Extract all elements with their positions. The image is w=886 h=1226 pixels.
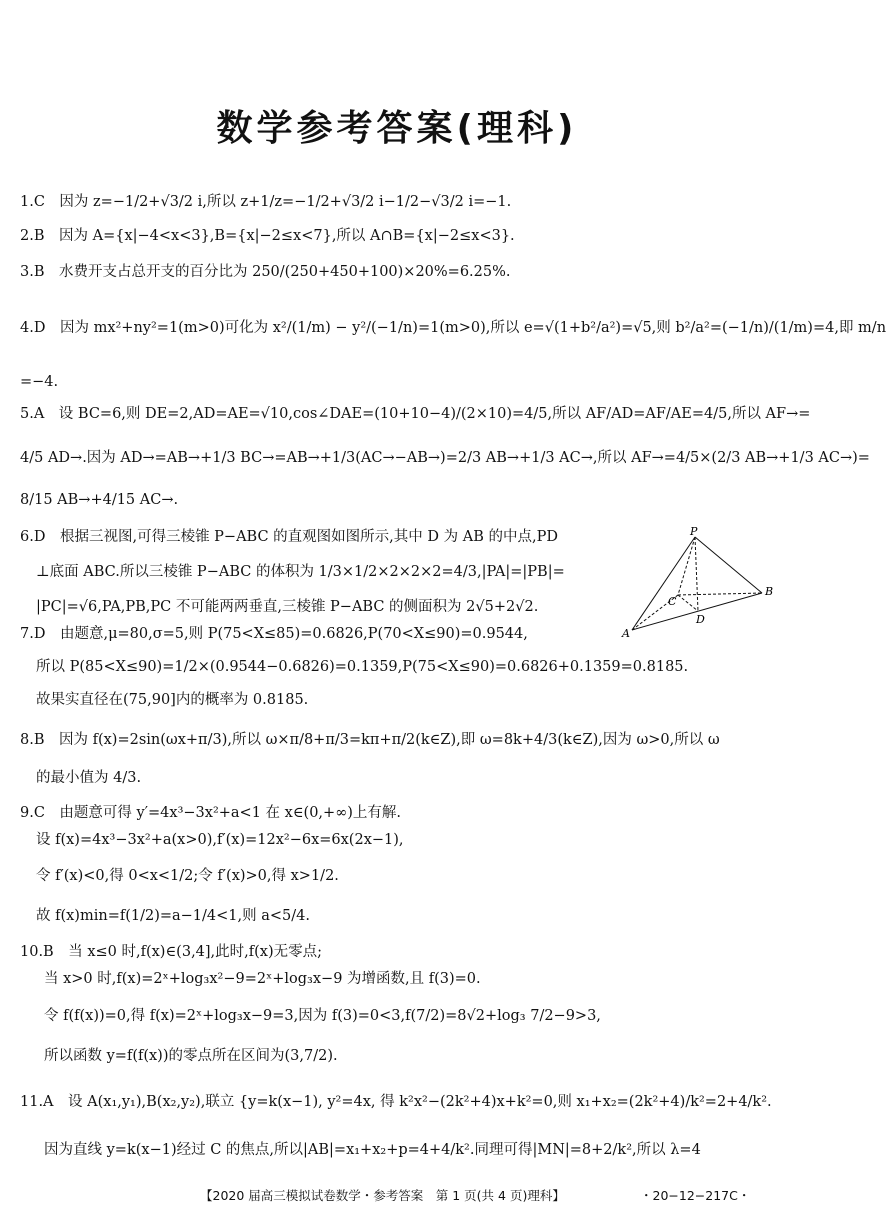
answer-line: =−4. — [20, 374, 59, 390]
answer-line: |PC|=√6,PA,PB,PC 不可能两两垂直,三棱锥 P−ABC 的侧面积为 2√5+2√2. — [36, 599, 539, 615]
answer-line: 设 f(x)=4x³−3x²+a(x>0),f′(x)=12x²−6x=6x(2x−1), — [36, 832, 404, 848]
pyramid-figure — [620, 525, 780, 640]
answer-line: 9.C 由题意可得 y′=4x³−3x²+a<1 在 x∈(0,+∞)上有解. — [20, 805, 402, 821]
answer-line: 5.A 设 BC=6,则 DE=2,AD=AE=√10,cos∠DAE=(10+10−4)/(2×10)=4/5,所以 AF/AD=AF/AE=4/5,所以 AF→= — [20, 406, 811, 422]
answer-line: 7.D 由题意,μ=80,σ=5,则 P(75<X≤85)=0.6826,P(70<X≤90)=0.9544, — [20, 626, 528, 642]
label-b: B — [765, 585, 774, 598]
answer-line: 因为直线 y=k(x−1)经过 C 的焦点,所以|AB|=x₁+x₂+p=4+4/k².同理可得|MN|=8+2/k²,所以 λ=4 — [44, 1142, 701, 1158]
answer-line: 2.B 因为 A={x|−4<x<3},B={x|−2≤x<7},所以 A∩B={x|−2≤x<3}. — [20, 228, 515, 244]
page-title: 数学参考答案(理科) — [216, 108, 578, 149]
answer-line: ⊥底面 ABC.所以三棱锥 P−ABC 的体积为 1/3×1/2×2×2×2=4/3,|PA|=|PB|= — [36, 564, 565, 580]
label-p: P — [690, 525, 698, 538]
answer-line: 10.B 当 x≤0 时,f(x)∈(3,4],此时,f(x)无零点; — [20, 944, 323, 960]
answer-line: 8.B 因为 f(x)=2sin(ωx+π/3),所以 ω×π/8+π/3=kπ+π/2(k∈Z),即 ω=8k+4/3(k∈Z),因为 ω>0,所以 ω — [20, 732, 720, 748]
answer-line: 的最小值为 4/3. — [36, 770, 142, 786]
answer-line: 令 f′(x)<0,得 0<x<1/2;令 f′(x)>0,得 x>1/2. — [36, 868, 339, 884]
answer-line: 令 f(f(x))=0,得 f(x)=2ˣ+log₃x−9=3,因为 f(3)=0<3,f(7/2)=8√2+log₃ 7/2−9>3, — [44, 1008, 601, 1024]
answer-line: 4/5 AD→.因为 AD→=AB→+1/3 BC→=AB→+1/3(AC→−AB→)=2/3 AB→+1/3 AC→,所以 AF→=4/5×(2/3 AB→+1/3 AC→)= — [20, 450, 870, 466]
answer-line: 故 f(x)min=f(1/2)=a−1/4<1,则 a<5/4. — [36, 908, 310, 924]
answer-line: 3.B 水费开支占总开支的百分比为 250/(250+450+100)×20%=6.25%. — [20, 264, 511, 280]
answer-line: 11.A 设 A(x₁,y₁),B(x₂,y₂),联立 {y=k(x−1), y²=4x, 得 k²x²−(2k²+4)x+k²=0,则 x₁+x₂=(2k²+4)/k²=2+4/k². — [20, 1094, 772, 1110]
footer-right: ・20−12−217C・ — [640, 1188, 751, 1203]
answer-line: 8/15 AB→+4/15 AC→. — [20, 492, 179, 508]
answer-line: 所以函数 y=f(f(x))的零点所在区间为(3,7/2). — [44, 1048, 338, 1064]
answer-line: 6.D 根据三视图,可得三棱锥 P−ABC 的直观图如图所示,其中 D 为 AB 的中点,PD — [20, 529, 558, 545]
answer-line: 当 x>0 时,f(x)=2ˣ+log₃x²−9=2ˣ+log₃x−9 为增函数,且 f(3)=0. — [44, 971, 481, 987]
label-a: A — [622, 627, 630, 640]
label-d: D — [696, 613, 705, 626]
footer-left: 【2020 届高三模拟试卷数学・参考答案 第 1 页(共 4 页)理科】 — [200, 1188, 565, 1203]
answer-line: 1.C 因为 z=−1/2+√3/2 i,所以 z+1/z=−1/2+√3/2 i−1/2−√3/2 i=−1. — [20, 194, 512, 210]
label-c: C — [668, 595, 677, 608]
answer-line: 故果实直径在(75,90]内的概率为 0.8185. — [36, 692, 309, 708]
answer-line: 4.D 因为 mx²+ny²=1(m>0)可化为 x²/(1/m) − y²/(−1/n)=1(m>0),所以 e=√(1+b²/a²)=√5,则 b²/a²=(−1/n)/(1/m)=4,即 m/n — [20, 320, 886, 336]
answer-line: 所以 P(85<X≤90)=1/2×(0.9544−0.6826)=0.1359,P(75<X≤90)=0.6826+0.1359=0.8185. — [36, 659, 689, 675]
